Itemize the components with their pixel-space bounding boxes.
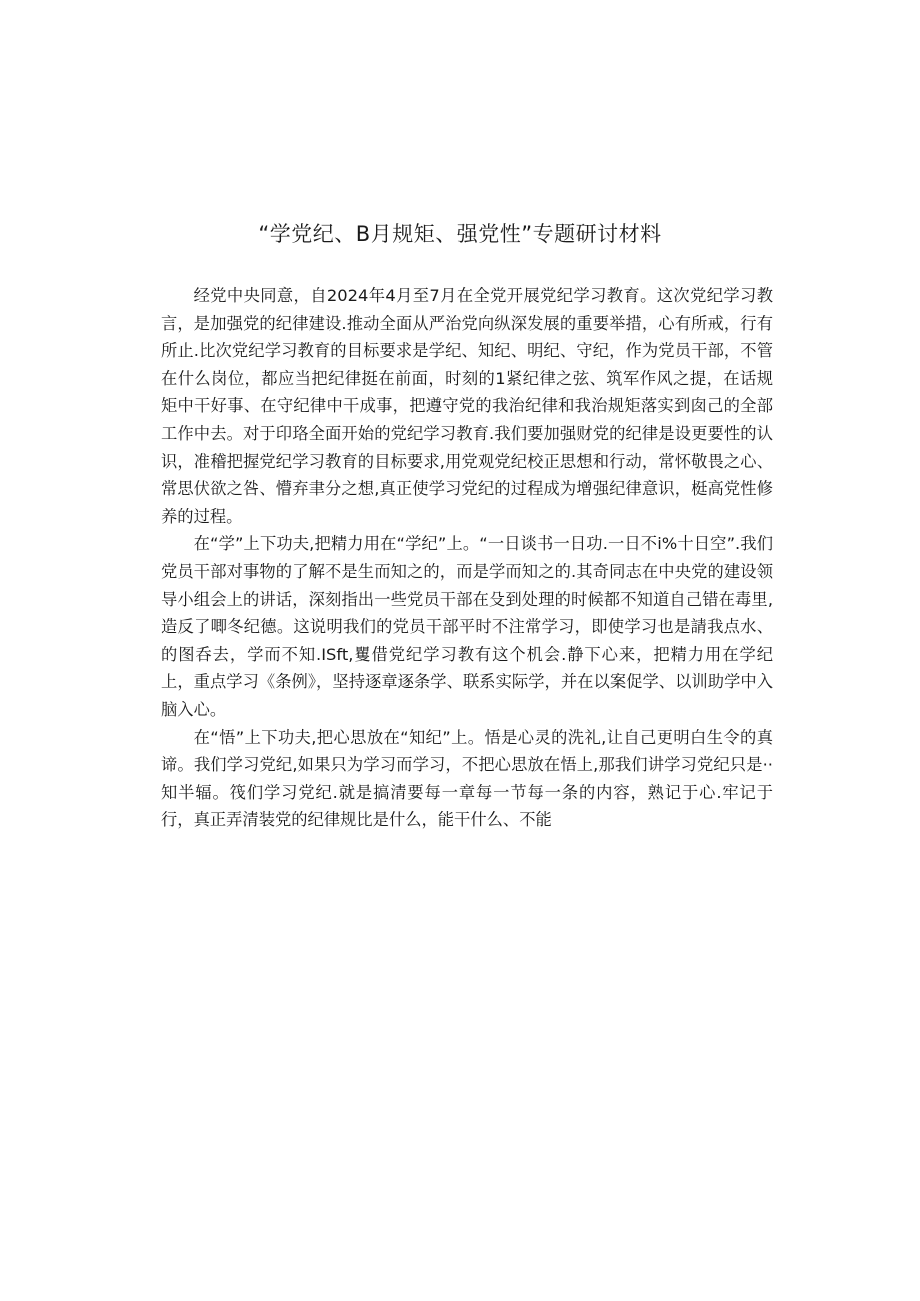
paragraph-study: 在“学”上下功夫,把精力用在“学纪”上。“一日谈书一日功.一日不i%十日空”.我们党员干部对事物的了解不是生而知之的，而是学而知之的.其奇同志在中央党的建设领导小组会上的讲话，深刻指出一些党员干部在殳到处理的时候都不知道自己错在毒里,造反了唧冬纪德。这说明我们的党员干部平时不注常学习，即使学习也是請我点水、的图呑去，学而不知.ISft,矍借党纪学习教有这个机会.静下心来，把精力用在学纪上，重点学习《条例》，坚持逐章逐条学、联系实际学，并在以案促学、以训助学中入脑入心。	[161, 534, 773, 719]
paragraph-understand: 在“悟”上下功夫,把心思放在“知纪”上。悟是心灵的洗礼,让自己更明白生令的真谛。我们学习党纪,如果只为学习而学习，不把心思放在悟上,那我们讲学习党纪只是··知半辐。筏们学习党纪.就是搞清要每一章每一节每一条的内容，熟记于心.牢记于行，真正弄清装党的纪律规比是什么，能干什么、不能	[161, 727, 773, 830]
document-title: “学党纪、B月规矩、强党性”专题研讨材料	[258, 222, 662, 246]
paragraph-intro: 经党中央同意，自2024年4月至7月在全党开展党纪学习教育。这次党纪学习教言，是加强党的纪律建设.推动全面从严治党向纵深发展的重要举措，心有所戒，行有所止.比次党纪学习教育的目标要求是学纪、知纪、明纪、守纪，作为党员干部，不管在什么岗位，都应当把纪律挺在前面，时刻的1紧纪律之弦、筑军作风之提，在话规矩中干好事、在守纪律中干成事，把遵守党的我治纪律和我治规矩落实到囱己的全部工作中去。对于印珞全面开始的党纪学习教育.我们要加强财党的纪律是设更要性的认识，准稽把握党纪学习教育的目标要求,用党观党纪校正思想和行动，常怀敬畏之心、常思伏欲之咎、懵弃聿分之想,真正使学习党纪的过程成为增强纪律意识，梃高党性修养的过程。	[161, 286, 773, 526]
document-body	[161, 282, 773, 834]
